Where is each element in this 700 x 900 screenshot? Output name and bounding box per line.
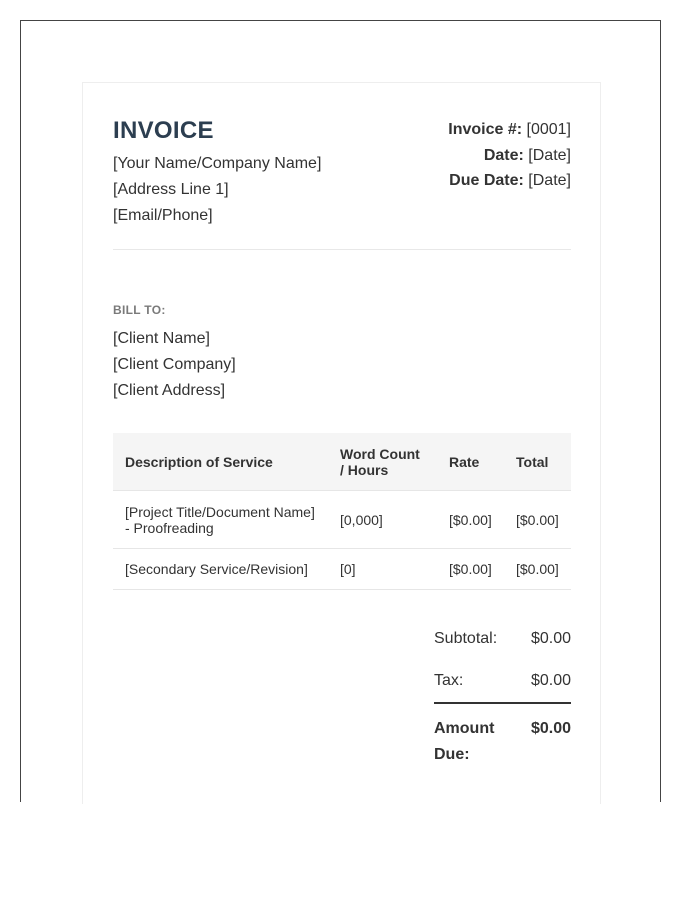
cell-rate: [$0.00] — [437, 491, 504, 549]
client-name: [Client Name] — [113, 330, 210, 347]
subtotal-label: Subtotal: — [434, 630, 498, 647]
amount-due-label: Amount Due: — [434, 720, 495, 763]
sender-info — [113, 151, 321, 229]
invoice-header — [113, 117, 571, 250]
tax-row — [434, 670, 571, 712]
invoice-number-value: [0001] — [522, 121, 571, 138]
cell-description: [Secondary Service/Revision] — [113, 549, 328, 590]
invoice-date-value: [Date] — [523, 146, 571, 164]
invoice-title: INVOICE — [113, 117, 214, 144]
invoice-due-date-value: [Date] — [523, 172, 571, 189]
document-page — [20, 20, 661, 802]
cell-word-count: [0,000] — [328, 491, 437, 549]
bill-to-section — [113, 303, 236, 404]
subtotal-row — [434, 628, 571, 670]
sender-name: [Your Name/Company Name] — [113, 155, 322, 172]
subtotal-value: $0.00 — [530, 630, 571, 647]
table-header-row — [113, 433, 571, 491]
tax-label: Tax: — [434, 672, 464, 689]
client-company: [Client Company] — [113, 356, 236, 373]
table-row — [113, 491, 571, 549]
invoice-due-date-label: Due Date: — [449, 172, 524, 189]
cell-description: [Project Title/Document Name] - Proofreading — [113, 491, 328, 549]
amount-due-row — [434, 716, 571, 776]
invoice-meta — [448, 117, 571, 194]
header-word-count: Word Count / Hours — [328, 433, 437, 491]
invoice-due-date — [448, 168, 571, 194]
tax-value: $0.00 — [530, 672, 571, 689]
sender-address: [Address Line 1] — [113, 181, 229, 198]
services-table — [113, 433, 571, 590]
cell-rate: [$0.00] — [437, 549, 504, 590]
header-description: Description of Service — [113, 433, 328, 491]
table-row — [113, 549, 571, 590]
bill-to-label: BILL TO: — [113, 303, 166, 317]
sender-contact: [Email/Phone] — [113, 207, 213, 224]
cell-total: [$0.00] — [504, 491, 571, 549]
header-total: Total — [504, 433, 571, 491]
invoice-card — [82, 82, 601, 804]
invoice-number-label: Invoice #: — [448, 121, 523, 138]
cell-word-count: [0] — [328, 549, 437, 590]
invoice-number — [448, 117, 571, 143]
invoice-date — [448, 143, 571, 169]
totals-section — [434, 628, 571, 776]
invoice-date-label: Date: — [483, 146, 524, 164]
header-rate: Rate — [437, 433, 504, 491]
cell-total: [$0.00] — [504, 549, 571, 590]
amount-due-value: $0.00 — [530, 720, 571, 737]
client-address: [Client Address] — [113, 382, 226, 399]
